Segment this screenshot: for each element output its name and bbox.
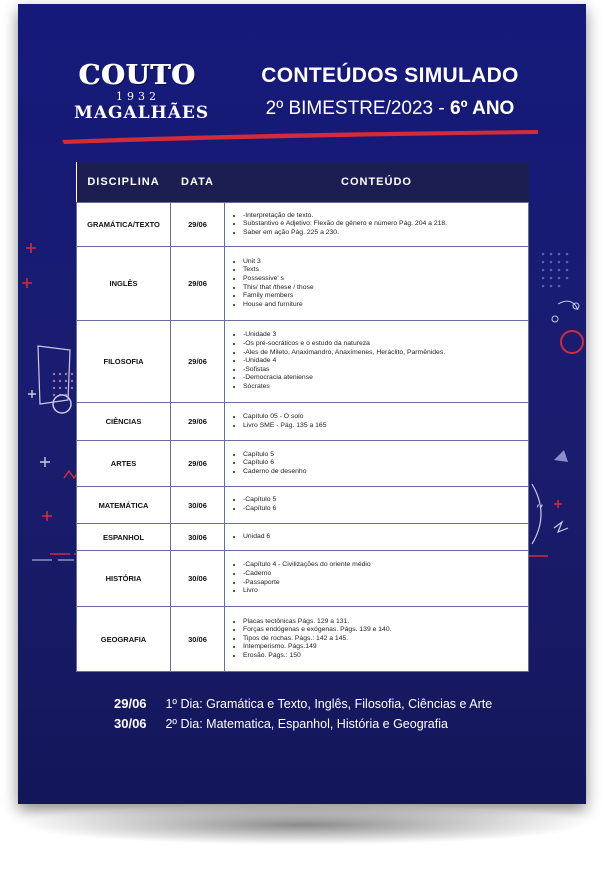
- logo-year: 1932: [116, 90, 160, 103]
- schedule-text: 1º Dia: Gramática e Texto, Inglês, Filosofia, Ciências e Arte: [165, 697, 493, 711]
- content-item: • Placas tectônicas Págs. 129 a 131.: [243, 618, 524, 627]
- content-item: • -Interpretação de texto.: [243, 212, 524, 221]
- content-item: • Intemperismo. Págs.149: [243, 643, 524, 652]
- table-body: [77, 203, 529, 672]
- subtitle-period: 2º BIMESTRE/2023 -: [265, 98, 451, 119]
- page-subtitle: [240, 98, 540, 120]
- cell-conteudo: [225, 403, 529, 441]
- cell-conteudo: [225, 524, 529, 551]
- content-item: • Possessive' s: [243, 275, 524, 284]
- subtitle-grade: 6º ANO: [450, 98, 515, 119]
- content-item: • This/ that /these / those: [243, 284, 524, 293]
- header-disciplina: DISCIPLINA: [77, 162, 171, 203]
- table-row: [77, 607, 529, 672]
- logo-name-top: COUTO: [79, 60, 197, 91]
- poster-shadow: [18, 805, 588, 845]
- content-item: • Saber em ação Pág. 225 a 230.: [243, 229, 524, 238]
- content-list: [233, 258, 524, 310]
- table-row: [77, 441, 529, 487]
- cell-conteudo: [225, 441, 529, 487]
- content-item: • Substantivo e Adjetivo: Flexão de gênero e número Pág. 204 a 218.: [243, 220, 524, 229]
- cell-conteudo: [225, 321, 529, 403]
- cell-disciplina: GEOGRAFIA: [77, 607, 171, 672]
- content-item: • Family members: [243, 292, 524, 301]
- content-item: • -Unidade 4: [243, 357, 524, 366]
- content-item: • Texts: [243, 266, 524, 275]
- content-item: • -Passaporte: [243, 579, 524, 588]
- schedule-row: [114, 714, 492, 734]
- cell-disciplina: INGLÊS: [77, 247, 171, 321]
- table-header-row: [77, 162, 529, 203]
- cell-disciplina: GRAMÁTICA/TEXTO: [77, 203, 171, 247]
- schedule-date: 29/06: [114, 696, 147, 711]
- cell-disciplina: CIÊNCIAS: [77, 403, 171, 441]
- content-list: [233, 451, 524, 477]
- content-item: • Sócrates: [243, 383, 524, 392]
- content-list: [233, 618, 524, 661]
- content-item: • -Capítulo 4 - Civilizações do oriente médio: [243, 561, 524, 570]
- contents-table: [76, 162, 529, 672]
- cell-data: 30/06: [171, 524, 225, 551]
- content-list: [233, 212, 524, 238]
- content-item: • Tipos de rochas. Págs.: 142 a 145.: [243, 635, 524, 644]
- content-item: • Capítulo 6: [243, 459, 524, 468]
- cell-conteudo: [225, 203, 529, 247]
- school-logo: [74, 60, 210, 123]
- content-item: • House and furniture: [243, 301, 524, 310]
- content-item: • -Ales de Mileto, Anaximandro, Anaxímenes, Heráclito, Parmênides.: [243, 349, 524, 358]
- table-row: [77, 247, 529, 321]
- cell-data: 29/06: [171, 203, 225, 247]
- cell-disciplina: ESPANHOL: [77, 524, 171, 551]
- content-item: • -Os pré-socráticos e o estudo da natureza: [243, 340, 524, 349]
- cell-data: 29/06: [171, 247, 225, 321]
- content-item: • -Capítulo 6: [243, 505, 524, 514]
- content-item: • Unidad 6: [243, 533, 524, 542]
- cell-data: 30/06: [171, 487, 225, 524]
- content-item: • -Capítulo 5: [243, 496, 524, 505]
- schedule-row: [114, 694, 492, 714]
- red-brush-underline: [60, 126, 540, 148]
- exam-schedule: [114, 694, 492, 734]
- cell-data: 30/06: [171, 607, 225, 672]
- content-item: • -Sofistas: [243, 366, 524, 375]
- content-item: • -Caderno: [243, 570, 524, 579]
- cell-conteudo: [225, 247, 529, 321]
- logo-name-bottom: MAGALHÃES: [74, 103, 210, 123]
- content-item: • Livro: [243, 587, 524, 596]
- content-list: [233, 561, 524, 595]
- content-list: [233, 331, 524, 391]
- table-row: [77, 321, 529, 403]
- cell-disciplina: FILOSOFIA: [77, 321, 171, 403]
- content-item: • -Unidade 3: [243, 331, 524, 340]
- cell-conteudo: [225, 487, 529, 524]
- table-row: [77, 551, 529, 607]
- table-row: [77, 524, 529, 551]
- content-list: [233, 496, 524, 513]
- cell-data: 29/06: [171, 441, 225, 487]
- header-conteudo: CONTEÚDO: [225, 162, 529, 203]
- table-row: [77, 487, 529, 524]
- content-item: • -Democracia ateniense: [243, 374, 524, 383]
- content-item: • Livro SME - Pág. 135 a 165: [243, 422, 524, 431]
- svg-text:,,: ,,: [536, 495, 544, 509]
- page-title: CONTEÚDOS SIMULADO: [261, 64, 519, 87]
- cell-conteudo: [225, 607, 529, 672]
- cell-disciplina: HISTÓRIA: [77, 551, 171, 607]
- cell-disciplina: MATEMÁTICA: [77, 487, 171, 524]
- content-item: • Capítulo 05 - O solo: [243, 413, 524, 422]
- cell-conteudo: [225, 551, 529, 607]
- cell-disciplina: ARTES: [77, 441, 171, 487]
- schedule-date: 30/06: [114, 716, 147, 731]
- content-item: • Caderno de desenho: [243, 468, 524, 477]
- content-item: • Forças endógenas e exógenas. Págs. 139 e 140.: [243, 626, 524, 635]
- content-item: • Erosão. Págs.: 150: [243, 652, 524, 661]
- content-list: [233, 413, 524, 430]
- cell-data: 29/06: [171, 403, 225, 441]
- schedule-text: 2º Dia: Matematica, Espanhol, História e Geografia: [165, 717, 448, 731]
- cell-data: 29/06: [171, 321, 225, 403]
- poster: [18, 4, 586, 804]
- content-list: [233, 533, 524, 542]
- table-row: [77, 203, 529, 247]
- content-item: • Capítulo 5: [243, 451, 524, 460]
- header-data: DATA: [171, 162, 225, 203]
- cell-data: 30/06: [171, 551, 225, 607]
- table-row: [77, 403, 529, 441]
- content-item: • Unit 3: [243, 258, 524, 267]
